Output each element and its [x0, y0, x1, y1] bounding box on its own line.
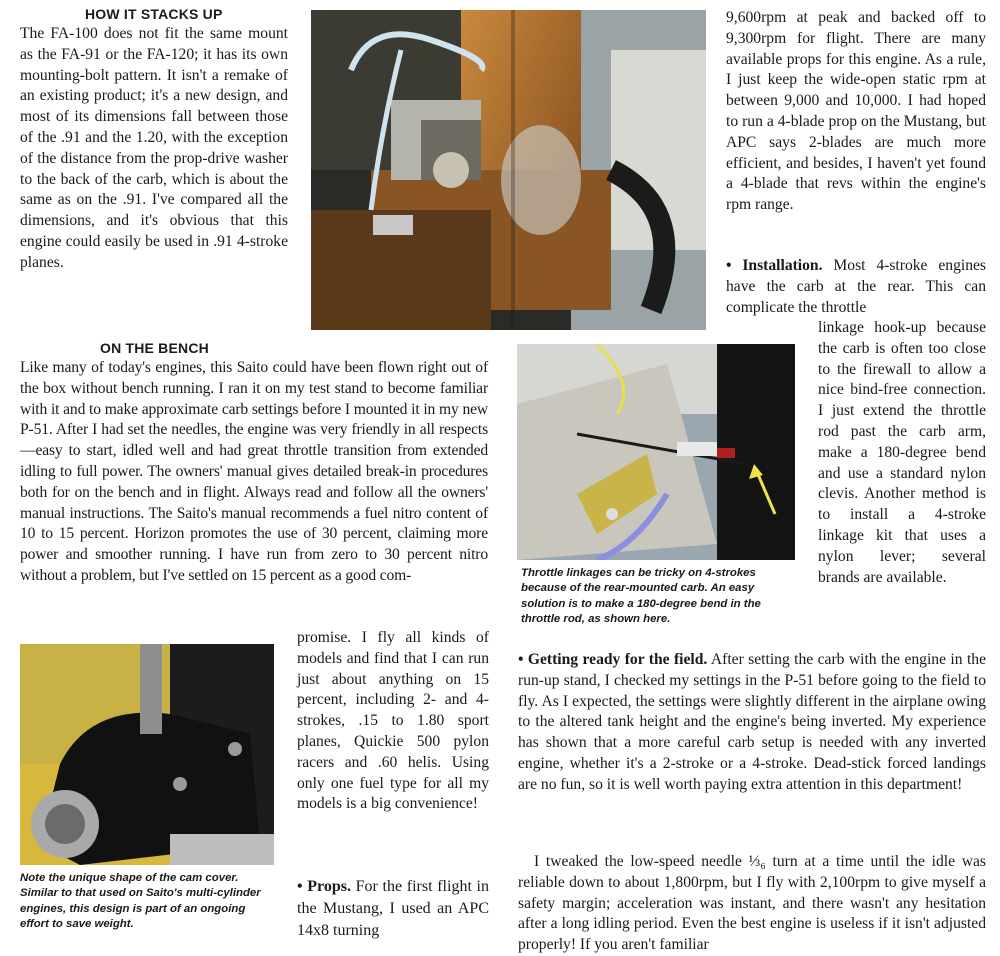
- cam-cover-image: [20, 644, 274, 865]
- props-lead: • Props.: [297, 878, 351, 895]
- photo-throttle-linkage: [517, 344, 795, 560]
- photo-test-stand: [311, 10, 706, 330]
- installation-lead: • Installation.: [726, 257, 823, 274]
- paragraph-installation-continued: linkage hook-up because the carb is often too close to the firewall to allow a nice bind-free connection. I just extend the throttle rod past the carb arm, make a 180-degree bend and use a standard nylon clevis. Another method is to install a 4-stroke linkage kit that uses a nylon lever; several brands are available.: [818, 319, 986, 586]
- paragraph-props-continued: 9,600rpm at peak and backed off to 9,300rpm for flight. There are many available props for this engine. As a rule, I just keep the wide-open static rpm at between 9,000 and 10,000. I had hoped to run a 4-blade prop on the Mustang, but APC says 2-blades are much more efficient, and besides, I haven't yet found a 4-blade that revs within the engine's rpm range.: [726, 9, 986, 214]
- photo-cam-cover: [20, 644, 274, 865]
- paragraph-props: [297, 876, 489, 942]
- installation-text: Most 4-stroke engines have the carb at the rear. This can complicate the throttle: [726, 257, 986, 316]
- props-text: For the first flight in the Mustang, I used an APC 14x8 turning: [297, 878, 489, 939]
- paragraph-installation: [726, 256, 986, 318]
- paragraph-getting-ready: [518, 650, 986, 796]
- paragraph-on-the-bench: Like many of today's engines, this Saito could have been flown right out of the box without bench running. I ran it on my test stand to become familiar with it and to make approximate carb settings before I mounted it in my new P-51. After I had set the needles, the engine was very friendly in all respects—easy to start, idled well and had great throttle transition from extended idling to full power. The owners' manual gives detailed break-in procedures both for on the bench and in flight. Always read and follow all the owners' manual instructions. The Saito's manual recommends a fuel nitro content of 10 to 15 percent. Horizon promotes the use of 30 percent, claiming more power and smoother running. I have run from zero to 30 percent nitro without a problem, but I've settled on 15 percent as a good com-: [20, 359, 488, 584]
- heading-how-it-stacks-up: HOW IT STACKS UP: [85, 6, 223, 22]
- test-stand-image: [311, 10, 706, 330]
- getting-ready-text: After setting the carb with the engine in the run-up stand, I checked my settings in the P-51 before going to the field to fly. As I expected, the settings were slightly different in the airplane owing to the altered tank height and the engine's being inverted. My experience has shown that a more careful carb setup is needed with any inverted engine, whether it's a 2-stroke or a 4-stroke. Dead-stick forced landings are no fun, so it is well worth paying extra attention in this department!: [518, 651, 986, 793]
- caption-cam-cover: Note the unique shape of the cam cover. Similar to that used on Saito's multi-cylinder engines, this design is part of an ongoing effort to save weight.: [20, 872, 261, 931]
- caption-throttle-linkage: Throttle linkages can be tricky on 4-strokes because of the rear-mounted carb. An easy solution is to make a 180-degree bend in the throttle rod, as shown here.: [521, 567, 761, 626]
- heading-on-the-bench: ON THE BENCH: [100, 340, 209, 356]
- paragraph-tweak: I tweaked the low-speed needle ⅓₆ turn at a time until the idle was reliable down to about 1,800rpm, but I fly with 2,100rpm to give myself a safety margin; acceleration was instant, and there wasn't any hesitation after a long idling period. Even the best engine is useless if it isn't adjusted properly! If you aren't familiar: [518, 853, 986, 954]
- paragraph-fuel-continued: promise. I fly all kinds of models and find that I can run just about anything on 15 percent, including 2- and 4-strokes, .15 to 1.80 sport planes, Quickie 500 pylon racers and .60 helis. Using only one fuel type for all my models is a big convenience!: [297, 629, 489, 813]
- paragraph-stacks-up: The FA-100 does not fit the same mount as the FA-91 or the FA-120; it has its own mounting-bolt pattern. It isn't a remake of an existing product; it's a new design, and most of its dimensions fall between those of the .91 and the 1.20, with the exception of the distance from the prop-drive washer to the back of the carb, which is about the same as on the .91. I've compared all the dimensions, and it's obvious that this engine could easily be used in .91 4-stroke planes.: [20, 25, 288, 271]
- throttle-linkage-image: [517, 344, 795, 560]
- getting-ready-lead: • Getting ready for the field.: [518, 651, 708, 668]
